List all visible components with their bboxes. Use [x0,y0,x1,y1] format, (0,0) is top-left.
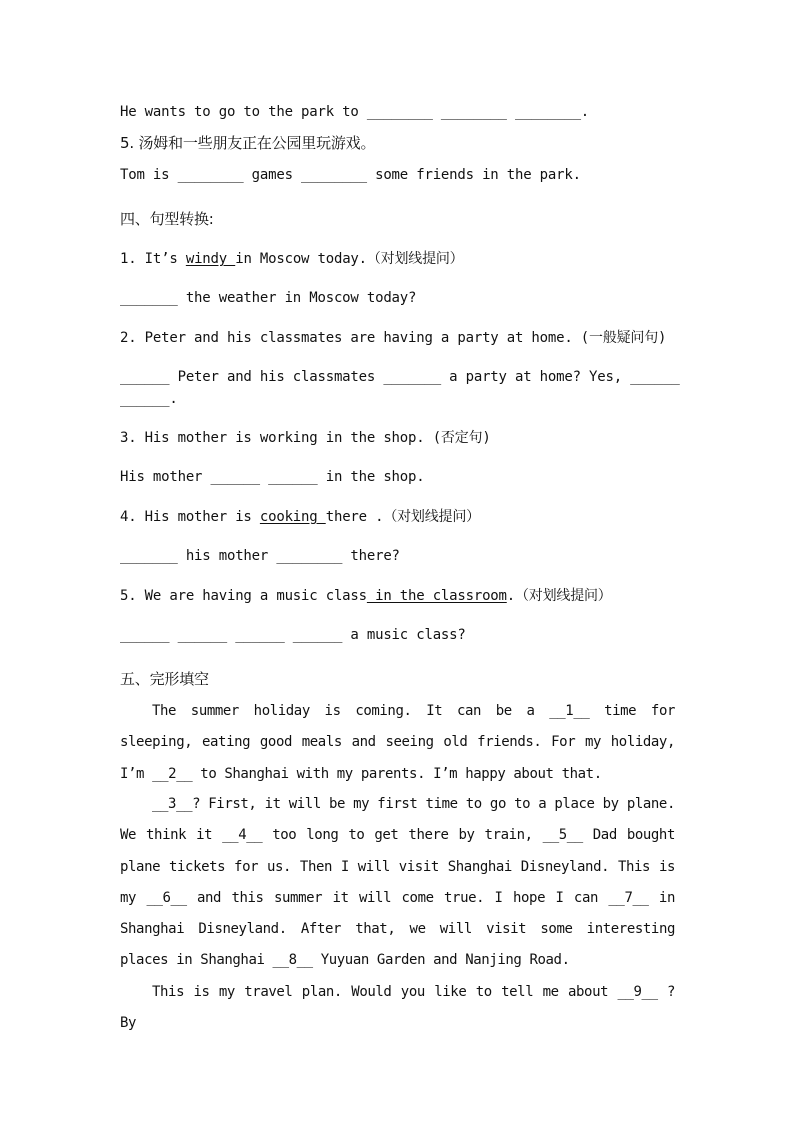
section5-heading: 五、完形填空 [120,670,209,688]
cloze-paragraph-1: The summer holiday is coming. It can be a __1__ time for sleeping, eating good meals and seeing old friends. For my holiday, I’m __2__ to Shanghai with my parents. I’m happy about that. [120,703,675,782]
cloze-paragraph-2: __3__? First, it will be my first time to go to a place by plane. We think it __4__ too long to get there by train, __5__ Dad bought plane tickets for us. Then I will visit Shanghai Disneyland. This is my __6__ and this summer it will come true. I hope I can __7__ in Shanghai Disneyland. After that, we will visit some interesting places in Shanghai __8__ Yuyuan Garden and Nanjing Road. [120,796,675,969]
section4-item5-answer: ______ ______ ______ ______ a music class? [120,627,466,643]
underlined-word: windy [185,251,236,267]
section4-item4-prompt: 4. His mother is cooking there .（对划线提问） [120,509,480,525]
section3-item5-prompt: 5. 汤姆和一些朋友正在公园里玩游戏。 [120,134,376,152]
underlined-word: cooking [259,509,326,525]
section4-item3-prompt: 3. His mother is working in the shop. (否定句) [120,430,491,446]
underlined-phrase: in the classroom [366,588,507,604]
section4-item5-prompt: 5. We are having a music class in the classroom.（对划线提问） [120,588,612,604]
section4-heading: 四、句型转换: [120,210,214,228]
section3-line: He wants to go to the park to ________ ________ ________. [120,104,590,120]
section4-item1-prompt: 1. It’s windy in Moscow today.（对划线提问） [120,251,464,267]
section3-item5-answer: Tom is ________ games ________ some friends in the park. [120,167,581,183]
section4-item1-answer: _______ the weather in Moscow today? [120,290,417,306]
section4-item2-answer: ______ Peter and his classmates _______ a party at home? Yes, ______ [120,369,680,385]
cloze-paragraph-3: This is my travel plan. Would you like to tell me about __9__ ? By [120,984,675,1032]
section4-item4-answer: _______ his mother ________ there? [120,548,400,564]
section4-item2-prompt: 2. Peter and his classmates are having a party at home. (一般疑问句) [120,330,667,346]
section4-item3-answer: His mother ______ ______ in the shop. [120,469,425,485]
section4-item2-answer-cont: ______. [120,391,178,407]
